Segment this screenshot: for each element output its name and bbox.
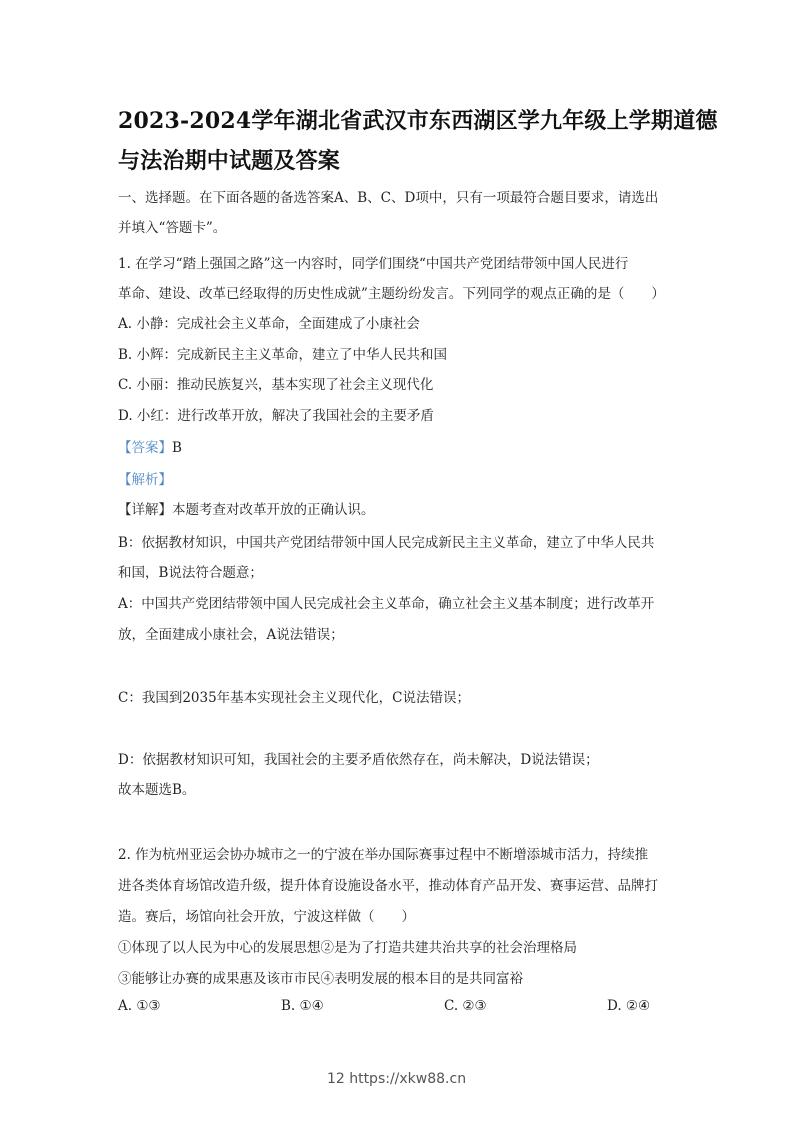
q1-option-c: C. 小丽：推动民族复兴，基本实现了社会主义现代化 <box>118 377 434 393</box>
section-instruction-line-2: 并填入“答题卡”。 <box>118 220 227 236</box>
q2-stem-line-3: 造。赛后，场馆向社会开放，宁波这样做（ ） <box>118 909 415 925</box>
q2-statements-line-1: ①体现了以人民为中心的发展思想②是为了打造共建共治共享的社会治理格局 <box>118 940 577 956</box>
q2-option-c: C. ②③ <box>444 998 487 1014</box>
q1-answer <box>118 436 182 456</box>
q1-explain-b-line-1: B：依据教材知识，中国共产党团结带领中国人民完成新民主主义革命，建立了中华人民共 <box>118 535 655 551</box>
q1-explain-d: D：依据教材知识可知，我国社会的主要矛盾依然存在，尚未解决，D说法错误； <box>118 752 599 768</box>
q1-option-d: D. 小红：进行改革开放，解决了我国社会的主要矛盾 <box>118 408 434 424</box>
answer-value: B <box>172 440 182 456</box>
q1-stem-line-2: 革命、建设、改革已经取得的历史性成就”主题纷纷发言。下列同学的观点正确的是（ ） <box>118 286 665 302</box>
analysis-label: 【解析】 <box>118 472 172 488</box>
q1-explain-a-line-1: A：中国共产党团结带领中国人民完成社会主义革命，确立社会主义基本制度；进行改革开 <box>118 596 655 612</box>
q2-option-a: A. ①③ <box>118 998 161 1014</box>
q2-stem-line-2: 进各类体育场馆改造升级，提升体育设施设备水平，推动体育产品开发、赛事运营、品牌打 <box>118 878 658 894</box>
q2-option-b: B. ①④ <box>281 998 324 1014</box>
q1-stem-line-1: 1. 在学习“踏上强国之路”这一内容时，同学们围绕“中国共产党团结带领中国人民进行 <box>118 256 629 272</box>
q2-option-d: D. ②④ <box>607 998 651 1014</box>
q1-detail-line: 【详解】本题考查对改革开放的正确认识。 <box>118 502 375 518</box>
document-title-line-2: 与法治期中试题及答案 <box>118 148 341 174</box>
q1-explain-c: C：我国到2035年基本实现社会主义现代化，C说法错误； <box>118 690 471 706</box>
answer-label: 【答案】 <box>118 440 172 456</box>
section-instruction-line-1: 一、选择题。在下面各题的备选答案A、B、C、D项中，只有一项最符合题目要求，请选出 <box>118 190 659 206</box>
q1-option-a: A. 小静：完成社会主义革命，全面建成了小康社会 <box>118 316 420 332</box>
q1-option-b: B. 小辉：完成新民主主义革命，建立了中华人民共和国 <box>118 347 448 363</box>
q1-explain-b-line-2: 和国，B说法符合题意； <box>118 565 263 581</box>
q1-conclusion: 故本题选B。 <box>118 782 196 798</box>
q2-statements-line-2: ③能够让办赛的成果惠及该市市民④表明发展的根本目的是共同富裕 <box>118 971 523 987</box>
q2-stem-line-1: 2. 作为杭州亚运会协办城市之一的宁波在举办国际赛事过程中不断增添城市活力，持续推 <box>118 847 649 863</box>
page-footer: 12 https://xkw88.cn <box>326 1071 467 1087</box>
document-title-line-1: 2023-2024学年湖北省武汉市东西湖区学九年级上学期道德 <box>118 108 718 134</box>
q1-explain-a-line-2: 放，全面建成小康社会，A说法错误； <box>118 627 344 643</box>
